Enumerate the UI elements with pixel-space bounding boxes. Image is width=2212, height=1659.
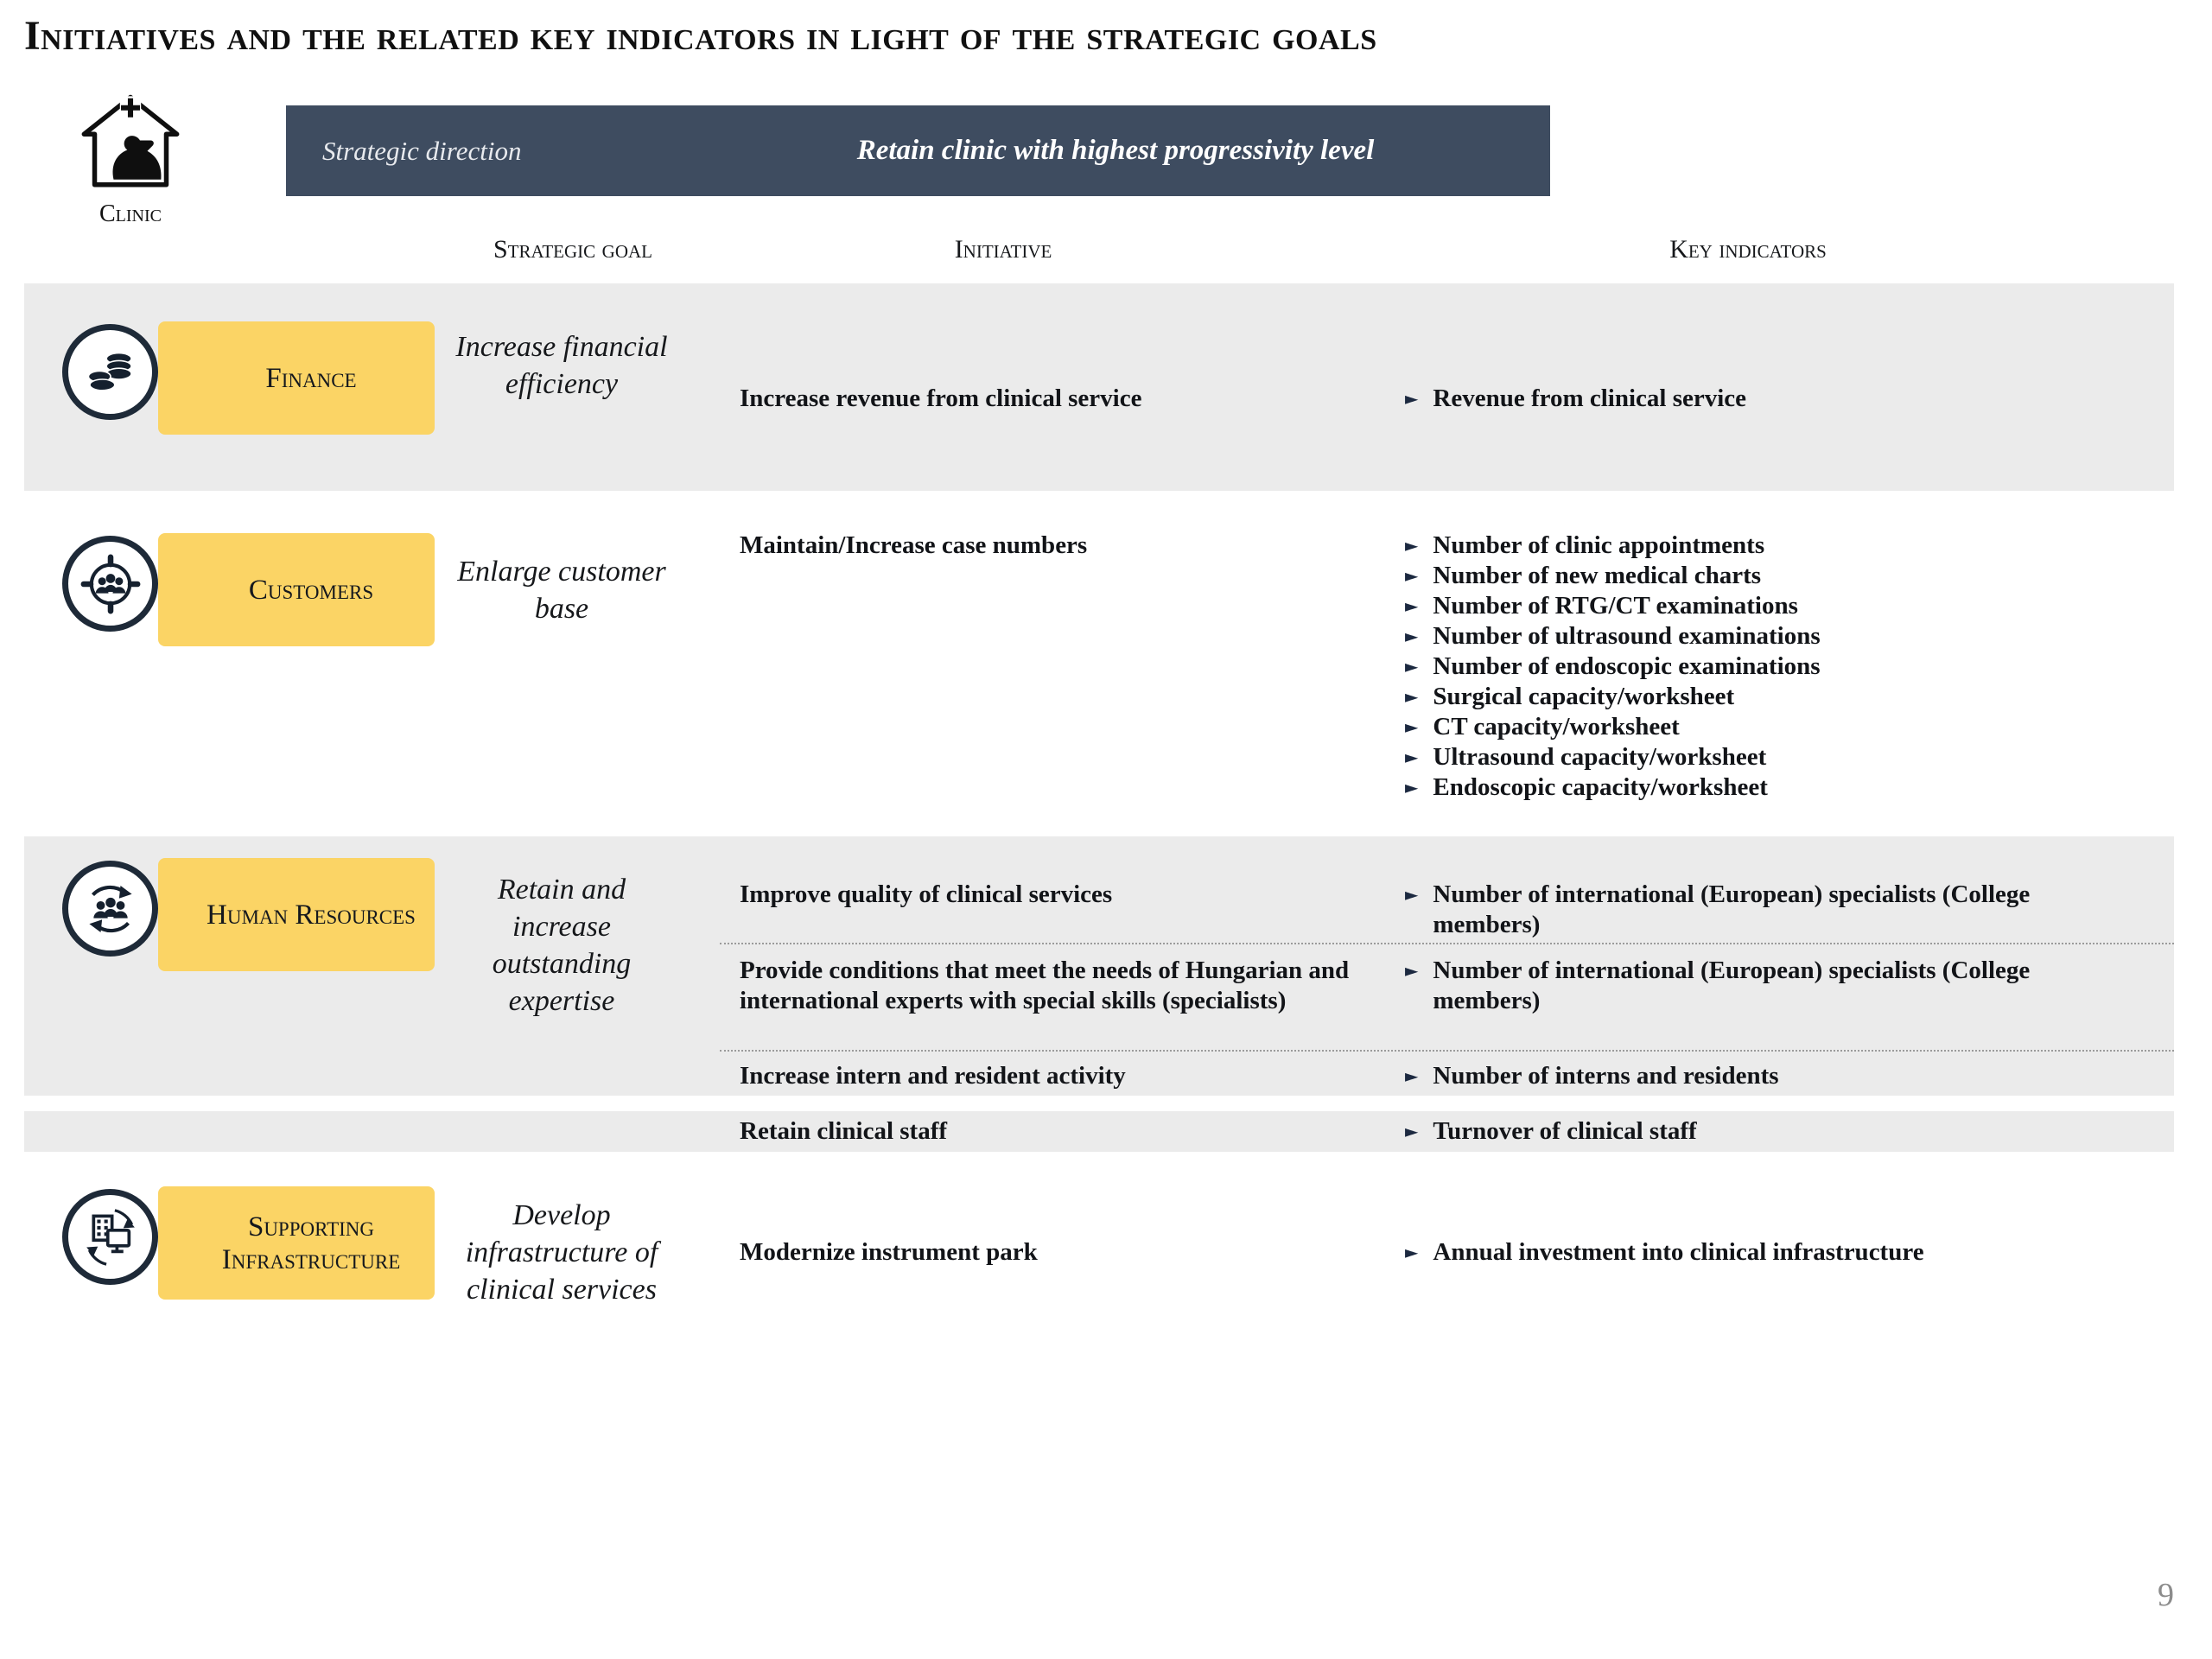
indicator-text: Number of new medical charts (1433, 562, 1762, 589)
finance-badge-rect (158, 321, 435, 435)
indicator-text: Annual investment into clinical infrastructure (1433, 1238, 1924, 1266)
indicator-text: CT capacity/worksheet (1433, 713, 1680, 741)
initiative-text: Provide conditions that meet the needs of Hungarian and international experts with special skills (specialists) (740, 957, 1350, 1014)
indicator-text: Number of ultrasound examinations (1433, 622, 1821, 650)
column-header-initiative: Initiative (954, 235, 1052, 264)
triangle-bullet-icon: ► (1405, 884, 1419, 905)
triangle-bullet-icon: ► (1405, 565, 1419, 586)
indicator-list (1405, 880, 2183, 940)
indicator-list (1405, 956, 2183, 1016)
triangle-bullet-icon: ► (1405, 656, 1419, 677)
row-separator (720, 1050, 2174, 1052)
triangle-bullet-icon: ► (1405, 626, 1419, 646)
indicator-item (1405, 880, 2183, 940)
indicator-list (1405, 384, 2183, 414)
clinic-label: Clinic (99, 200, 162, 227)
indicator-text: Revenue from clinical service (1433, 385, 1747, 412)
indicator-item (1405, 561, 2183, 591)
strategic-goal-text: Increase financial efficiency (455, 331, 668, 400)
indicator-item (1405, 682, 2183, 712)
triangle-bullet-icon: ► (1405, 595, 1419, 616)
indicator-text: Number of interns and residents (1433, 1062, 1779, 1090)
triangle-bullet-icon: ► (1405, 535, 1419, 556)
triangle-bullet-icon: ► (1405, 777, 1419, 798)
indicator-text: Ultrasound capacity/worksheet (1433, 743, 1767, 771)
indicator-text: Surgical capacity/worksheet (1433, 683, 1735, 710)
customers-badge-rect (158, 533, 435, 646)
indicator-item (1405, 1237, 2183, 1268)
column-header-strategic-goal: Strategic goal (493, 235, 653, 264)
triangle-bullet-icon: ► (1405, 716, 1419, 737)
triangle-bullet-icon: ► (1405, 1242, 1419, 1262)
supporting-infrastructure-badge (62, 1186, 435, 1300)
target-customers-icon (62, 536, 158, 632)
indicator-item (1405, 1061, 2183, 1091)
people-cycle-icon (62, 861, 158, 957)
triangle-bullet-icon: ► (1405, 388, 1419, 409)
initiative-text: Increase revenue from clinical service (740, 385, 1142, 412)
strategic-direction-bar (286, 105, 1550, 196)
strategic-direction-value: Retain clinic with highest progressivity level (856, 135, 1375, 166)
indicator-list (1405, 1237, 2183, 1268)
category-label: Finance (265, 362, 357, 394)
finance-badge (62, 321, 435, 435)
indicator-item (1405, 1116, 2183, 1147)
triangle-bullet-icon: ► (1405, 1065, 1419, 1086)
indicator-item (1405, 531, 2183, 561)
indicator-text: Turnover of clinical staff (1433, 1117, 1697, 1145)
initiative-text: Increase intern and resident activity (740, 1062, 1126, 1090)
infrastructure-icon (62, 1189, 158, 1285)
triangle-bullet-icon: ► (1405, 960, 1419, 981)
indicator-list (1405, 1061, 2183, 1091)
indicator-text: Endoscopic capacity/worksheet (1433, 773, 1768, 801)
category-label: Human Resources (207, 899, 416, 931)
triangle-bullet-icon: ► (1405, 686, 1419, 707)
indicator-item (1405, 621, 2183, 652)
page-title: Initiatives and the related key indicators in light of the strategic goals (24, 13, 1377, 59)
clinic-house-icon (78, 90, 183, 195)
category-label: Customers (248, 574, 374, 606)
indicator-item (1405, 712, 2183, 742)
indicator-text: Number of clinic appointments (1433, 531, 1765, 559)
indicator-text: Number of international (European) specialists (College members) (1433, 880, 2031, 938)
indicator-list (1405, 531, 2183, 803)
supporting-infrastructure-badge-rect (158, 1186, 435, 1300)
customers-badge (62, 533, 435, 646)
strategic-goal-text: Retain and increase outstanding expertise (492, 874, 632, 1017)
triangle-bullet-icon: ► (1405, 1121, 1419, 1141)
triangle-bullet-icon: ► (1405, 747, 1419, 767)
human-resources-badge (62, 858, 435, 971)
indicator-text: Number of endoscopic examinations (1433, 652, 1821, 680)
strategic-direction-label: Strategic direction (322, 135, 522, 166)
indicator-item (1405, 956, 2183, 1016)
initiative-text: Improve quality of clinical services (740, 880, 1113, 908)
indicator-text: Number of international (European) specialists (College members) (1433, 957, 2031, 1014)
indicator-text: Number of RTG/CT examinations (1433, 592, 1798, 620)
indicator-list (1405, 1116, 2183, 1147)
coins-icon (62, 324, 158, 420)
indicator-item (1405, 772, 2183, 803)
category-label: Supporting Infrastructure (221, 1211, 401, 1275)
indicator-item (1405, 742, 2183, 772)
column-header-key-indicators: Key indicators (1669, 235, 1827, 264)
strategic-goal-text: Enlarge customer base (457, 556, 666, 625)
initiative-text: Maintain/Increase case numbers (740, 531, 1088, 559)
indicator-item (1405, 652, 2183, 682)
initiative-text: Retain clinical staff (740, 1117, 948, 1145)
indicator-item (1405, 384, 2183, 414)
initiative-text: Modernize instrument park (740, 1238, 1038, 1266)
row-separator (720, 943, 2174, 944)
strategic-goal-text: Develop infrastructure of clinical services (465, 1199, 658, 1306)
human-resources-badge-rect (158, 858, 435, 971)
page-number: 9 (2158, 1577, 2174, 1613)
indicator-item (1405, 591, 2183, 621)
